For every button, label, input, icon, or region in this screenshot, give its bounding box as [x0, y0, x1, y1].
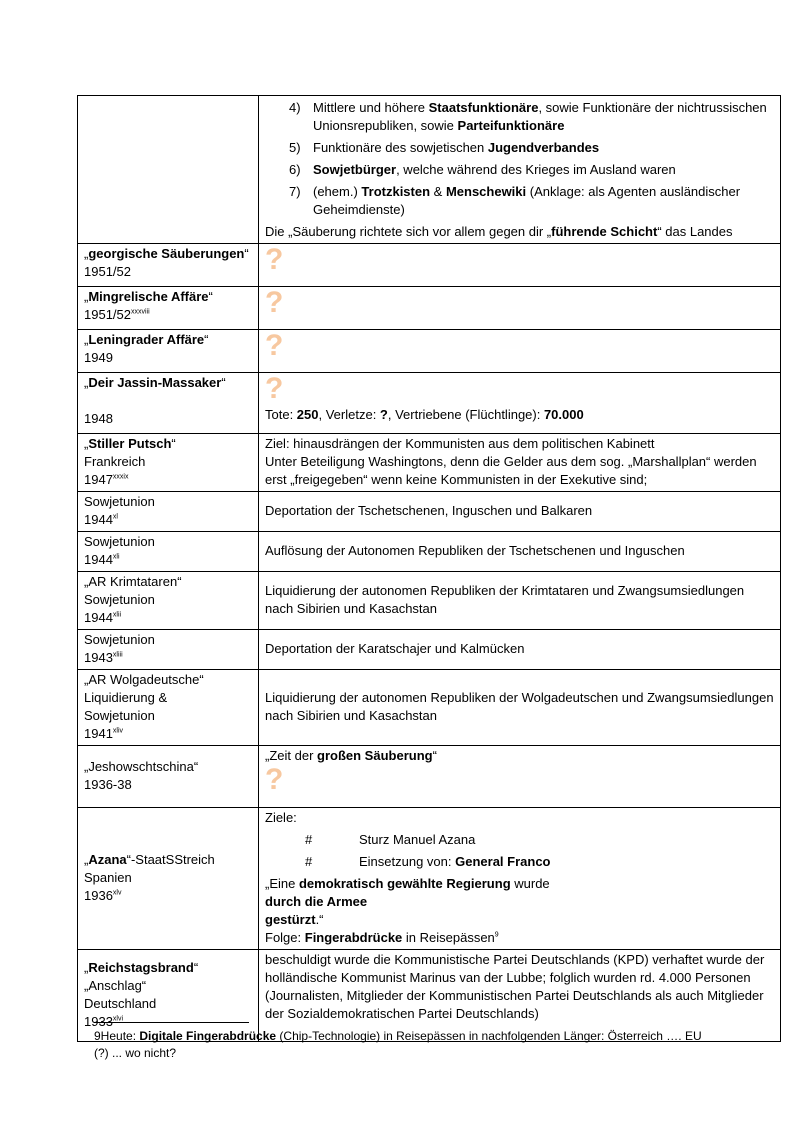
event-label: „Stiller Putsch“ Frankreich $1947^{xxxix}$	[78, 434, 259, 492]
event-label: „AR Wolgadeutsche“ Liquidierung & Sowjetunion $1941^{xliv}$	[78, 670, 259, 746]
table-row	[78, 434, 781, 492]
table-row	[78, 287, 781, 330]
event-content: beschuldigt wurde die Kommunistische Partei Deutschlands (KPD) verhaftet wurde der holländische Kommunist Marinus van der Lubbe; folglich wurden rd. 4.000 Personen (Journalisten, Mitglieder der Kommunistischen Partei Deutschlands als auch Mitglieder der Sozialdemokratischen Partei Deutschlands)	[259, 950, 781, 1042]
table-row	[78, 572, 781, 630]
table-row	[78, 670, 781, 746]
question-mark-icon: ?	[265, 372, 284, 405]
event-content: Ziele: # Sturz Manuel Azana # Einsetzung von: General Franco „Eine demokratisch gewählte Regierung wurde durch die Armee gestürzt.“ Folge: Fingerabdrücke in Reisepässen$^9$	[259, 808, 781, 950]
event-content: Ziel: hinausdrängen der Kommunisten aus dem politischen Kabinett Unter Beteiligung Washingtons, denn die Gelder aus dem sog. „Marshallplan“ werden erst „freigegeben“ wenn keine Kommunisten in der Exekutive sind;	[259, 434, 781, 492]
left-cell	[78, 96, 259, 244]
event-content: Liquidierung der autonomen Republiken der Krimtataren und Zwangsumsiedlungen nach Sibirien und Kasachstan	[259, 572, 781, 630]
table-row	[78, 746, 781, 808]
table-row	[78, 330, 781, 373]
list-item: 5) Funktionäre des sowjetischen Jugendverbandes	[289, 140, 600, 155]
event-label: „Deir Jassin-Massaker“ 1948	[78, 373, 259, 434]
question-mark-icon: ?	[265, 243, 284, 276]
event-label: „Leningrader Affäre“ 1949	[78, 330, 259, 373]
event-content: ? Tote: 250, Verletze: ?, Vertriebene (Flüchtlinge): 70.000	[259, 373, 781, 434]
event-content: Deportation der Karatschajer und Kalmücken	[259, 630, 781, 670]
footnote-separator	[94, 1022, 249, 1023]
event-content	[259, 330, 781, 373]
event-label: „georgische Säuberungen“ 1951/52	[78, 244, 259, 287]
question-mark-icon: ?	[265, 329, 284, 362]
event-label: „Mingrelische Affäre“ $1951/52^{xxxviii}$	[78, 287, 259, 330]
event-content	[259, 244, 781, 287]
event-label: „Azana“-StaatSStreich Spanien $1936^{xlv}$	[78, 808, 259, 950]
event-content: „Zeit der großen Säuberung“ ?	[259, 746, 781, 808]
goal-item: # Einsetzung von: General Franco	[305, 854, 551, 869]
event-content: Auflösung der Autonomen Republiken der Tschetschenen und Inguschen	[259, 532, 781, 572]
event-label: „Jeshowschtschina“ 1936-38	[78, 746, 259, 808]
goal-item: # Sturz Manuel Azana	[305, 832, 476, 847]
event-label: „AR Krimtataren“ Sowjetunion $1944^{xlii}$	[78, 572, 259, 630]
right-cell	[259, 96, 781, 244]
summary-line: Die „Säuberung richtete sich vor allem gegen dir „führende Schicht“ das Landes	[265, 224, 733, 239]
table-row	[78, 492, 781, 532]
event-label: Sowjetunion $1944^{xl}$	[78, 492, 259, 532]
table-row	[78, 96, 781, 244]
event-content	[259, 287, 781, 330]
table-row	[78, 244, 781, 287]
events-table	[77, 95, 781, 1042]
event-content: Liquidierung der autonomen Republiken der Wolgadeutschen und Zwangsumsiedlungen nach Sibirien und Kasachstan	[259, 670, 781, 746]
table-row	[78, 630, 781, 670]
event-label: Sowjetunion $1944^{xli}$	[78, 532, 259, 572]
question-mark-icon: ?	[265, 763, 284, 796]
question-mark-icon: ?	[265, 286, 284, 319]
event-label: Sowjetunion $1943^{xliii}$	[78, 630, 259, 670]
list-item: 7) (ehem.) Trotzkisten & Menschewiki (Anklage: als Agenten ausländischer Geheimdienste)	[289, 184, 741, 217]
footnote: 9Heute: Digitale Fingerabdrücke (Chip-Technologie) in Reisepässen in nachfolgenden Länger: Österreich …. EU (?) ... wo nicht?	[94, 1029, 702, 1060]
event-label: „Reichstagsbrand“ „Anschlag“ Deutschland $1933^{xlvi}$	[78, 950, 259, 1042]
event-content: Deportation der Tschetschenen, Inguschen und Balkaren	[259, 492, 781, 532]
table-row	[78, 373, 781, 434]
table-row	[78, 808, 781, 950]
list-item: 4) Mittlere und höhere Staatsfunktionäre, sowie Funktionäre der nichtrussischen Unionsrepubliken, sowie Parteifunktionäre	[289, 100, 767, 133]
list-item: 6) Sowjetbürger, welche während des Krieges im Ausland waren	[289, 162, 676, 177]
table-row	[78, 532, 781, 572]
